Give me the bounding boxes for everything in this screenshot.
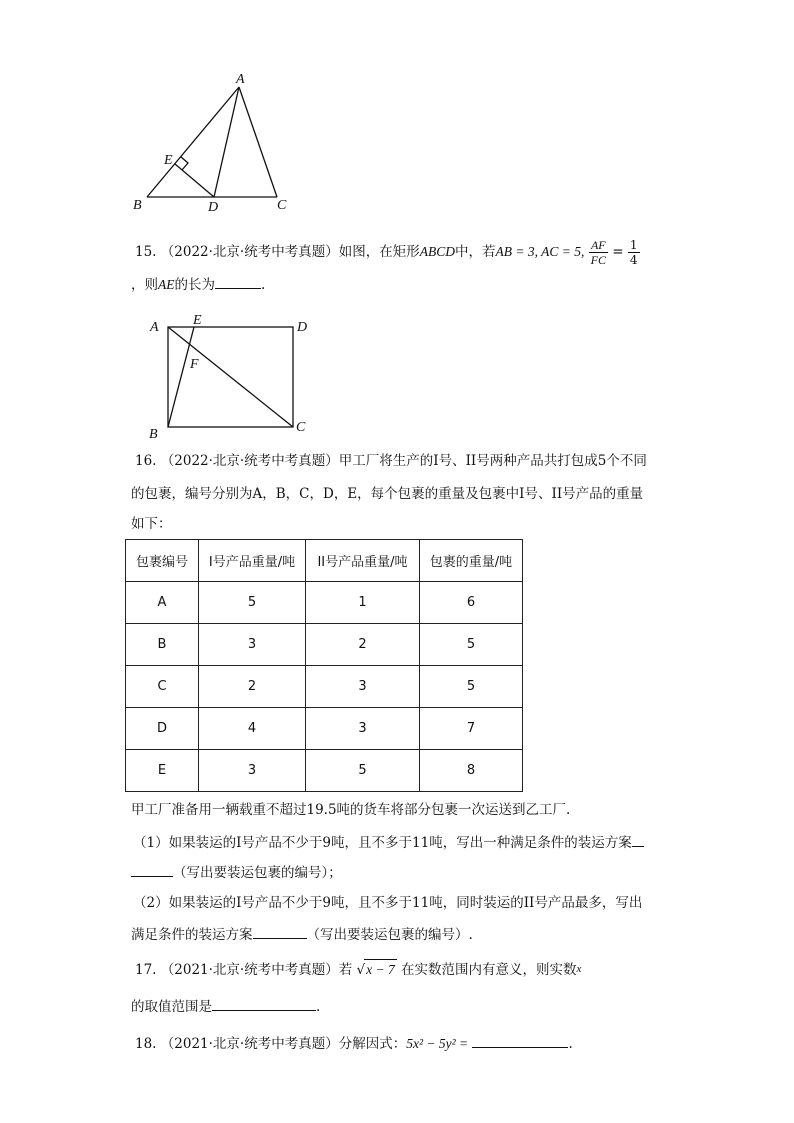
q18-line1 (135, 1033, 573, 1054)
table-header: I号产品重量/吨 (199, 540, 306, 582)
q16-line2-text: 的包裹，编号分别为A，B，C，D，E，每个包裹的重量及包裹中I号、II号产品的重量 (131, 486, 644, 502)
q15-value (628, 238, 640, 267)
q16-part2-line1 (133, 893, 642, 913)
label-B: B (133, 198, 142, 213)
table-row (126, 666, 523, 708)
table-cell: 7 (420, 708, 523, 750)
label-D: D (208, 200, 219, 215)
q16-p2-c: （写出要装运包裹的编号）. (306, 927, 473, 943)
table-row (126, 750, 523, 792)
table-cell: 2 (199, 666, 306, 708)
rectangle-figure (140, 310, 320, 445)
q15-frac-num: AF (589, 238, 608, 253)
q17-radicand: x − 7 (364, 959, 397, 980)
q17-var: x (576, 963, 582, 975)
q17-number: 17. (135, 962, 157, 978)
q17-source: （2021·北京·统考中考真题） (160, 962, 339, 978)
q17-sqrt: √x − 7 (357, 962, 397, 978)
label-C: C (277, 198, 287, 213)
table-row (126, 624, 523, 666)
q16-p2-a: （2）如果装运的I号产品不少于9吨，且不多于11吨，同时装运的II号产品最多，写出 (133, 895, 643, 911)
table-cell: E (126, 750, 199, 792)
table-cell: B (126, 624, 199, 666)
q16-p1-a: （1）如果装运的I号产品不少于9吨，且不多于11吨，写出一种满足条件的装运方案 (133, 835, 632, 851)
q17-line2 (131, 996, 320, 1017)
table-cell: 6 (420, 582, 523, 624)
q16-after-table-text: 甲工厂准备用一辆载重不超过19.5吨的货车将部分包裹一次运送到乙工厂. (131, 802, 571, 818)
q15-val-den: 4 (629, 253, 638, 267)
q16-number: 16. (135, 453, 157, 469)
q18-end: . (568, 1036, 573, 1052)
q16-part1-line2 (131, 862, 342, 883)
q16-after-table (131, 800, 570, 820)
q18-source: （2021·北京·统考中考真题） (160, 1036, 339, 1052)
q15-ratio (589, 238, 608, 267)
q16-line1 (135, 451, 647, 471)
table-cell: A (126, 582, 199, 624)
q17-answer-blank[interactable] (212, 996, 316, 1011)
q16-line1-text: 甲工厂将生产的I号、II号两种产品共打包成5个不同 (338, 453, 647, 469)
label-E: E (193, 313, 202, 328)
q18-text-a: 分解因式： (338, 1036, 407, 1052)
q15-text-b: 中，若 (454, 244, 496, 260)
q16-p1-blank-a[interactable] (632, 832, 644, 847)
table-cell: 3 (306, 666, 420, 708)
q18-number: 18. (135, 1036, 157, 1052)
q15-line2-a: ，则 (131, 277, 158, 293)
table-cell: 1 (306, 582, 420, 624)
q15-cond: AB = 3, AC = 5, (495, 244, 585, 259)
q16-source: （2022·北京·统考中考真题） (160, 453, 339, 469)
q15-number: 15. (135, 244, 157, 260)
label-C: C (296, 420, 306, 435)
label-A: A (236, 72, 245, 87)
q16-line3 (131, 514, 172, 534)
q18-answer-blank[interactable] (472, 1033, 568, 1048)
table-cell: 3 (199, 750, 306, 792)
q17-line1 (135, 959, 581, 980)
q15-text-a: 如图，在矩形 (338, 244, 420, 260)
table-cell: 4 (199, 708, 306, 750)
q15-source: （2022·北京·统考中考真题） (160, 244, 339, 260)
q18-expr: 5x² − 5y² = (406, 1036, 469, 1051)
q16-p2-b: 满足条件的装运方案 (131, 927, 253, 943)
table-cell: 5 (199, 582, 306, 624)
q15-val-num: 1 (629, 238, 638, 252)
q16-p1-blank-b[interactable] (131, 862, 173, 877)
q16-part1-line1 (133, 832, 644, 853)
table-header: II号产品重量/吨 (306, 540, 420, 582)
table-cell: 5 (420, 624, 523, 666)
q15-line1 (135, 238, 640, 267)
table-cell: 3 (199, 624, 306, 666)
triangle-figure (125, 68, 305, 216)
q15-eq: = (612, 244, 624, 260)
label-B: B (149, 427, 158, 442)
table-header: 包裹的重量/吨 (420, 540, 523, 582)
q16-line2 (131, 484, 643, 504)
q15-end: . (261, 277, 266, 293)
table-cell: D (126, 708, 199, 750)
q15-rect: ABCD (419, 244, 455, 259)
q15-frac-den: FC (590, 253, 606, 267)
q17-line2: 的取值范围是 (131, 999, 212, 1015)
q17-end: . (316, 999, 321, 1015)
table-cell: 2 (306, 624, 420, 666)
table-cell: 8 (420, 750, 523, 792)
q15-line2-b: 的长为 (174, 277, 215, 293)
q16-part2-line2 (131, 924, 473, 945)
q15-ae: AE (158, 277, 175, 292)
table-cell: 5 (306, 750, 420, 792)
table-row (126, 708, 523, 750)
table-header: 包裹编号 (126, 540, 199, 582)
table-row (126, 582, 523, 624)
q17-text-a: 若 (338, 962, 353, 978)
label-E: E (164, 153, 173, 168)
table-header-row (126, 540, 523, 582)
table-cell: C (126, 666, 199, 708)
table-cell: 3 (306, 708, 420, 750)
table-cell: 5 (420, 666, 523, 708)
q16-p2-blank[interactable] (253, 924, 307, 939)
q17-text-b: 在实数范围内有意义，则实数 (401, 962, 577, 978)
q16-p1-b: （写出要装运包裹的编号）； (173, 865, 342, 881)
q16-line3-text: 如下： (131, 516, 172, 532)
label-A: A (150, 320, 159, 335)
q15-answer-blank[interactable] (215, 274, 261, 289)
label-D: D (297, 320, 308, 335)
label-F: F (190, 357, 199, 372)
q15-line2 (131, 274, 265, 295)
package-table (125, 539, 523, 792)
